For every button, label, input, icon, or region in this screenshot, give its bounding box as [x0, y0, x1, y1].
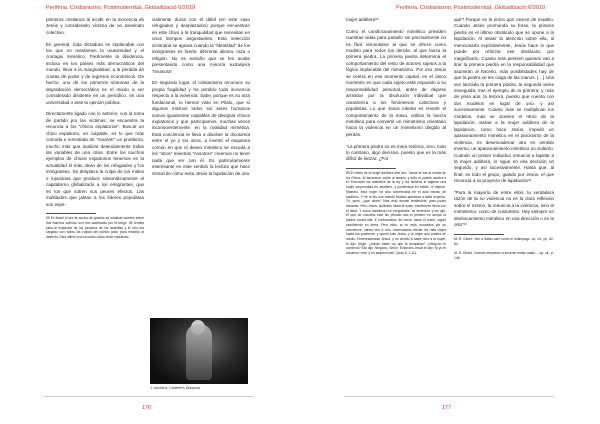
right-page-column-1 [346, 17, 446, 393]
black-white-photo [150, 318, 248, 384]
footnote-rule [46, 213, 96, 214]
running-header: Periféria. Cristianismo, Postmodernitat, Globalització 6/2019 [396, 5, 546, 11]
page-number: 177 [442, 405, 451, 411]
footnote: 59 En Israel el día de acción de gracias se echaban suertes sobre dos machos cabríos; uno era sacrificado por el fuego. Se remitía para la expiación de los pecados de los israelitas y el otro era cargado con todos los culpas del pueblo judío para enviarlo al desierto. Este último era conocido como chivo expiatorio. [46, 216, 144, 240]
paragraph: Directamente ligado con lo anterior, con la toma de partido por las víctimas, se encuentra la renuncia a los “chivos expiatorios”. Buscar un chivo expiatorio, un culpable, es lo que más comoda e inmediata de “resolver” un problema, mucho más que analizar detenidamente todas las variables de una crisis. Entre los muchos ejemplos de chivos expiatorios tenemos en la actualidad el más obvio de los refugiados y los inmigrantes. Se desplaza la culpa de los males e injusticias que produce sistemáticamente el capitalismo globalizado a los emigrantes, que en los que sufren sus peores efectos. Las multitudes que jalean a los líderes populistas son espe- [46, 111, 144, 207]
paragraph: mujer adúltera⁶⁰. [346, 17, 381, 22]
paragraph: cialmente duras con el débil (en este caso refugiados y desplazados) porque encuentran en este chivo a la tranquilidad que necesitan en unos tiempos angustiantes. Esta selección victimaria se agrava cuando la “identidad” de los inmigrantes es fuerte: diferente idioma, raza o religión. No es extraño que se les acabe presentando como una minoría extranjera “invasora”. [152, 17, 250, 74]
footnote: 61 R. Girard, Cuando empiecen a suceder estas cosas..., op. cit., p. 146. [454, 251, 554, 261]
running-header: Periféria. Cristianismo, Postmodernitat, Globalització 6/2019 [46, 5, 196, 11]
paragraph: “Para la mayoría de entre ellos, la verdadera razón de la no violencia no es la clara reflexión sobre sí mismo, la renuncia a la violencia, sino el mimetismo, como de costumbre. Hay siempre un desbocamiento mimético en una dirección o en la otra”⁶². [454, 189, 554, 228]
right-page [300, 0, 600, 424]
paragraph: qué? Porque es la única que carece de modelo. Cuando Jesús promunda su frase, la primera piedra es el último obstáculo que se opone a la lapidación. Al atraer la atención sobre ella, al mencionarla explícitamente, Jesús hace lo que puede por reforzar ese obstáculo, por magnificarlo. Cuanto más piensen quienes van a tirar la primera piedra en la responsabilidad que asumirán al hacerlo, más posibilidades hay de que la piedra se les caiga de las manos. […] Una vez lanzada la primera piedra, la segunda viene enseguida, tras el ejemplo de la primera; y más de prisa aún, la tercera, puesto que cuenta con dos modelos en lugar de uno, y así sucesivamente. Cuanto más se multiplican los modelos, más se acelera el ritmo de la lapidación. Salvar a la mujer adúltera de la lapidación, como hace Jesús, impedir un apasionamiento mimético en el paroxismo de la violencia, es desencadenar otro en sentido inverso, un apasionamiento mimético no violento. Cuando un primer individuo renuncia a lapidar a la mujer adúltera, lo sigue en esa decisión un segundo, y así sucesivamente. Hasta que, al final, es todo el grupo, guiado por Jesús, el que renuncia a su proyecto de lapidación⁶¹. [454, 17, 554, 184]
left-page-column-1 [46, 17, 144, 393]
photo-figure-body [186, 324, 212, 380]
photo-caption: J. Ansellus, Crédere's Diaspora [150, 386, 201, 390]
left-page-column-2 [152, 17, 250, 315]
paragraph: En general, toda dictadura es implacable con los que no mantienen la unanimidad y el contagio mimético. Fácilmente la disidencia, incluso en los países más democráticos del mundo, lleva a la marginalidad, a la pérdida de cuotas de poder y de ingresos económicos. De hecho, uno de los primeros síntomas de la degradación democrática es el miedo a ser considerado disidente en un periódico, en una universidad o ante la opinión pública. [46, 41, 144, 105]
footnote: 60 R. Girard, Veo a Satán caer como el relámpago, op. cit., pp. 82-84. [454, 236, 554, 246]
block-quote: “La primera piedra no es mera retórica, sino, todo lo contrario, algo decisivo, puesto que es la más difícil de lanzar. ¿Por [346, 143, 446, 162]
bottom-rule [44, 396, 254, 397]
footnote-rule [454, 234, 504, 235]
bottom-rule [344, 396, 554, 397]
right-page-column-2 [454, 17, 554, 393]
footnote-rule [346, 168, 396, 169]
footnote: 59 El relato de la mujer adúltera dice así: “Jesús se fue al monte de los Olivos. Al amanecer volvió al templo, y todo el pueblo acudía a él. Entonces los maestros de la ley y los fariseos le trajeron una mujer sorprendida en adulterio, y poniéndola en medio, le dijeron: Maestro, esta mujer ha sido sorprendida en el acto mismo de adulterio. Y en la ley nos mandó Moisés apedrear a tales mujeres. Tú, pues, ¿qué dices? Mas esto decían tentándole, para poder acusarle. Pero Jesús, inclinado hacia el suelo, escribía en tierra con el dedo. Y como insistieran en preguntarle, se enderezó y les dijo: El que de vosotros esté sin pecado sea el primero en arrojar la piedra contra ella. E inclinándose de nuevo hacia el suelo, siguió escribiendo en tierra. Pero ellos, al oír esto, acusados por su conciencia, salían uno a uno, comenzando desde los más viejos hasta los postreros; y quedó solo Jesús, y la mujer que estaba en medio. Enderezándose Jesús, y no viendo a nadie sino a la mujer, le dijo: Mujer, ¿dónde están los que te acusaban? ¿Ninguno te condenó? Ella dijo: Ninguno, Señor. Entonces Jesús le dijo: Ni yo te condeno; vete, y no peques más” (Juan 8, 1-11). [346, 171, 446, 256]
paragraph: En segundo lugar, el cristianismo reconoce su propia fragilidad y ha perdido toda inocencia respecto a la violencia. Sabe, porque es su acta fundacional, lo hemos visto en Pilato, que sí algunos mismos todos los seres humanos somos igualmente culpables de designar chivos expiatorios y que participamos, muchas veces inconscientemente, en la rivalidad mimética. Esta conciencia le lleva a disolver la dicotomía entre el yo y los otros, a invertir el esquema común en que el deseo mimético se escuda a los “otros” mientras “nosotros” creemos no tener nada que ver con él. Es particularmente interesante en este sentido la lectura que hace Girard de cómo evita Jesús la lapidación de una [152, 80, 250, 176]
paragraph: Como el condicionamiento mimético presiden nuestras vidas para pasarlo sin precisamente no es fácil remontarse al que se ofrece como modelo para todos los demás, al que lanza la primera piedra. La primera piedra determina el comportamiento del resto de actores sujetos a la lógica implacable del mimetismo. Por eso Jesús se centra en ese momento capital, en el único momento en que cada sujeto está expuesto a su responsabilidad personal, antes de dejarse arrastrar por la disolución individual que caracteriza a los fenómenos colectivos y populistas. Lo que Jesús intenta es revertir el comportamiento de la masa, utilizar la fuerza mimética para convertir un mimetismo orientado hacia la violencia en un mimetismo dirigido al perdón. [346, 28, 446, 137]
paragraph: primeros cristianos al incidir en la inocencia de Jesús y considerarlo víctima de un asesinato colectivo. [46, 17, 144, 35]
page-number: 176 [142, 405, 151, 411]
